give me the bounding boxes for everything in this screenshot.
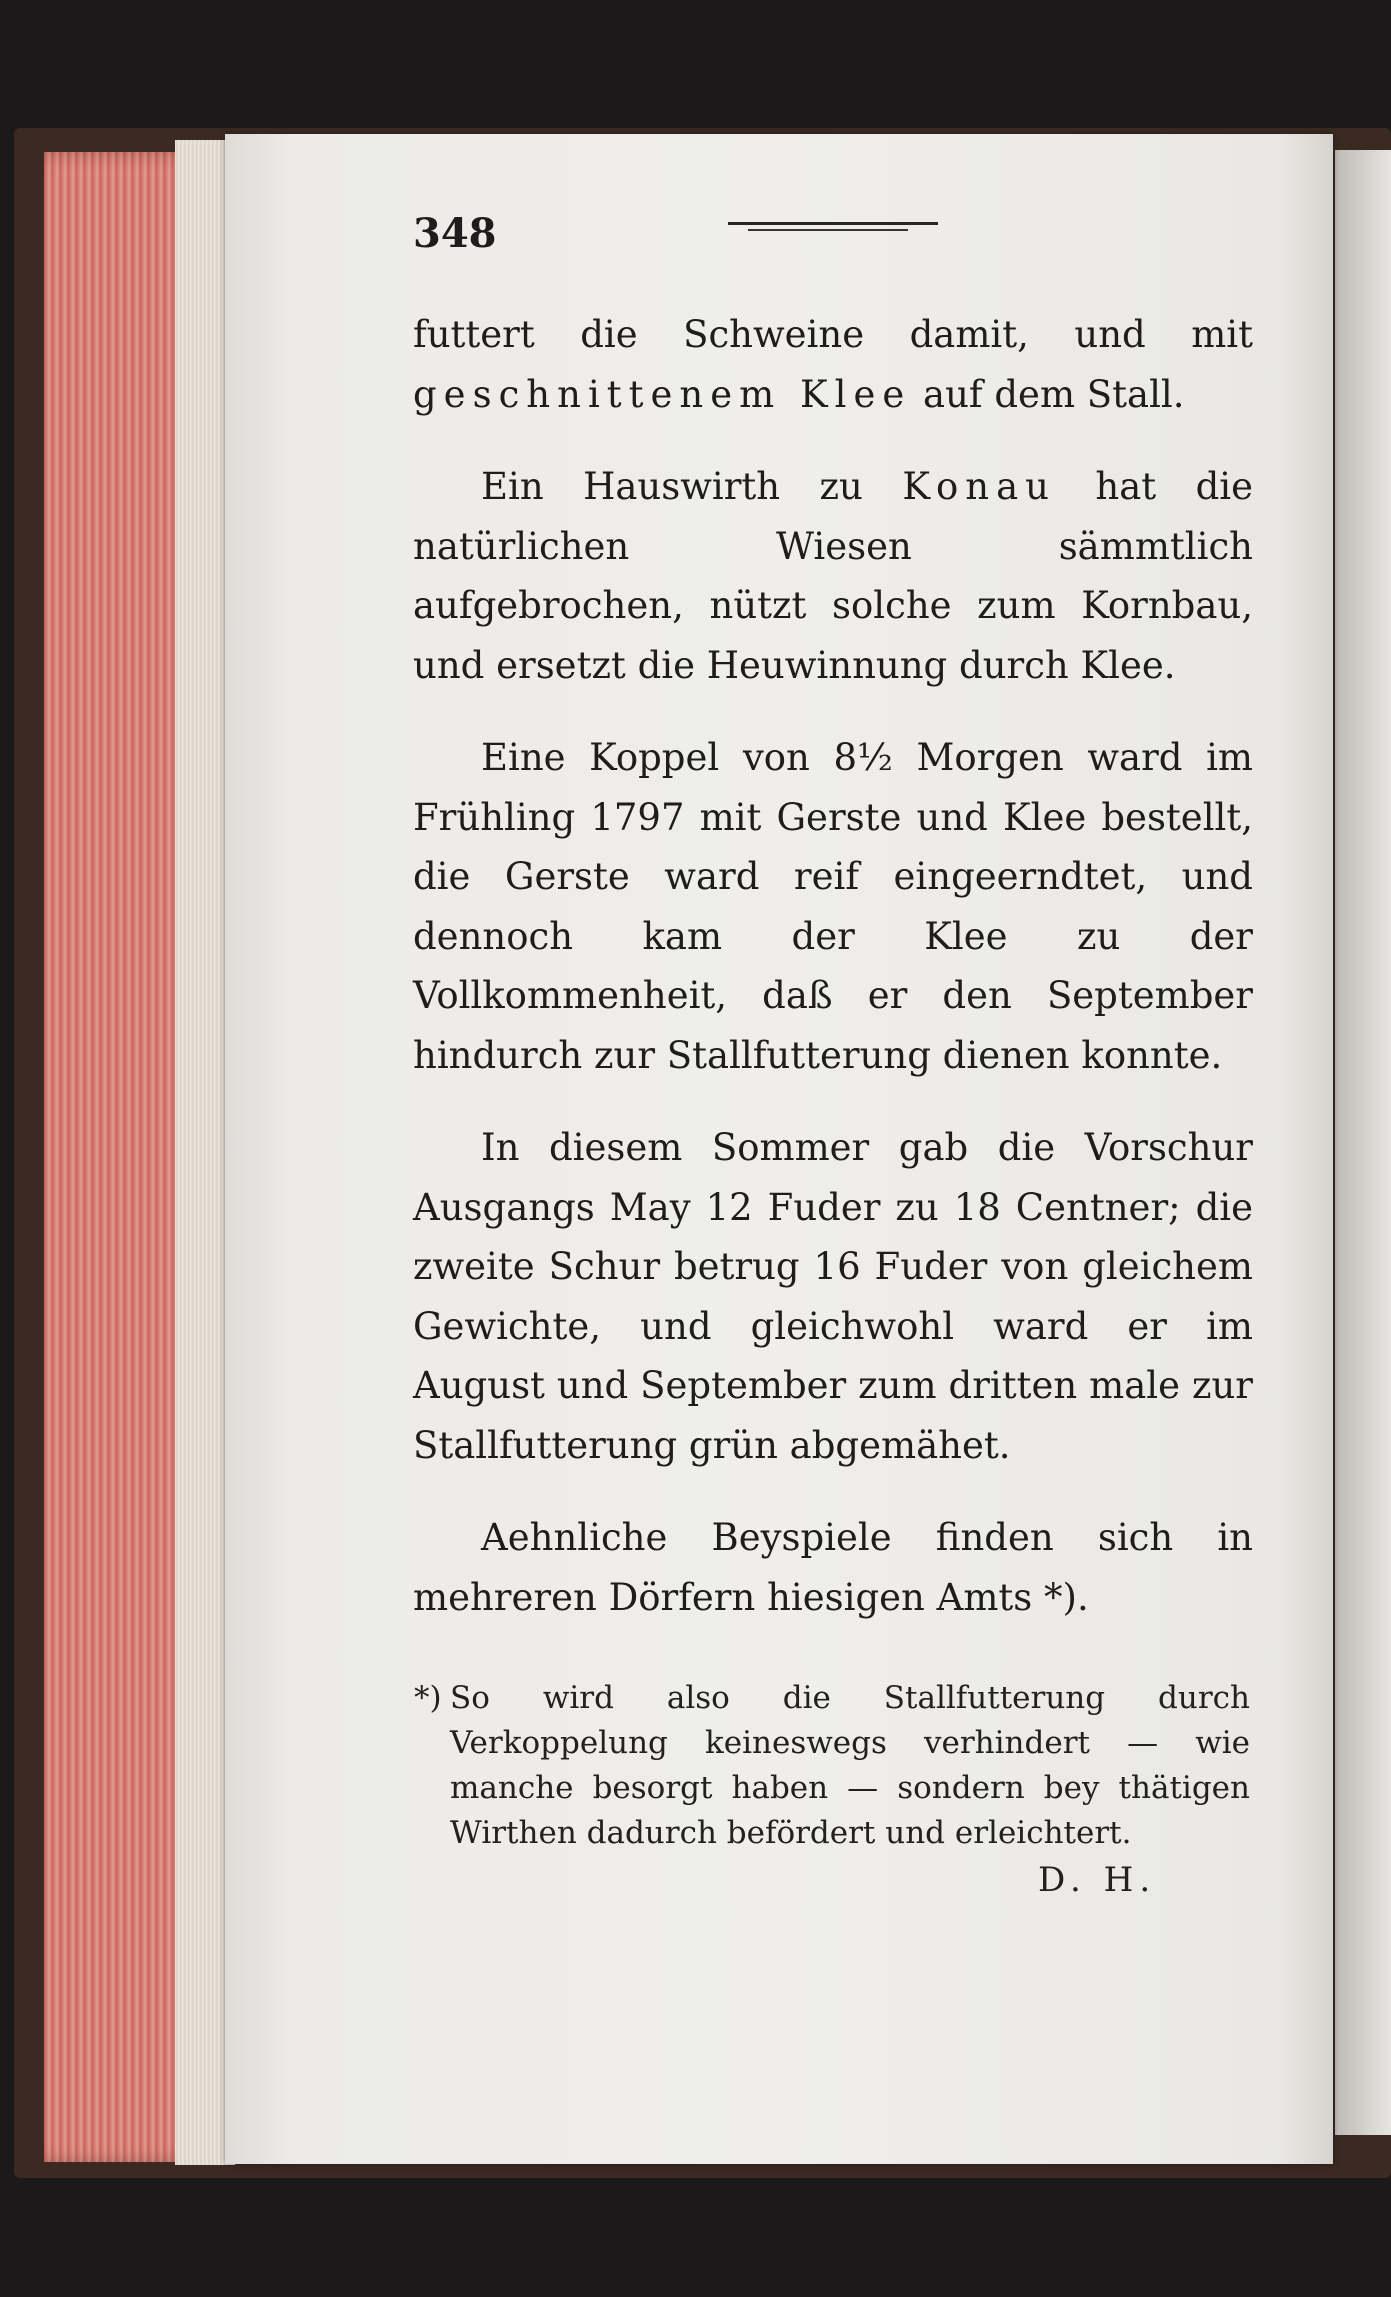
emphasis-geschnittenem-klee: geschnittenem Klee [413,372,912,416]
footnote-signature: D. H. [1038,1860,1157,1900]
footnote-marker: *) [414,1680,442,1716]
page-number: 348 [413,210,497,257]
footnote [414,1676,1250,1856]
emphasis-konau: Konau [902,465,1056,508]
paragraph-1: futtert die Schweine damit, und mit geschnittenem Klee auf dem Stall. [413,313,1253,416]
paragraph-2: Ein Hauswirth zu Konau hat die natürlichen Wiesen sämmtlich aufgebrochen, nützt solche zum Kornbau, und ersetzt die Heuwinnung durch Klee. [413,465,1253,687]
page-header [413,210,1253,280]
footnote-text: So wird also die Stallfutterung durch Verkoppelung keineswegs verhindert — wie manche besorgt haben — sondern bey thätigen Wirthen dadurch befördert und erleichtert. [450,1680,1250,1851]
facing-page [1335,150,1391,2135]
paragraph-5: Aehnliche Beyspiele finden sich in mehreren Dörfern hiesigen Amts *). [413,1516,1253,1619]
paragraph-3: Eine Koppel von 8½ Morgen ward im Frühling 1797 mit Gerste und Klee bestellt, die Gerste ward reif eingeerndtet, und dennoch kam der Klee zu der Vollkommenheit, daß er den September hindurch zur Stallfutterung dienen konnte. [413,736,1253,1077]
header-rule [728,222,938,236]
paragraph-4: In diesem Sommer gab die Vorschur Ausgangs May 12 Fuder zu 18 Centner; die zweite Schur betrug 16 Fuder von gleichem Gewichte, und gleichwohl ward er im August und September zum dritten male zur Stallfutterung grün abgemähet. [413,1126,1253,1467]
body-text [413,305,1253,1660]
